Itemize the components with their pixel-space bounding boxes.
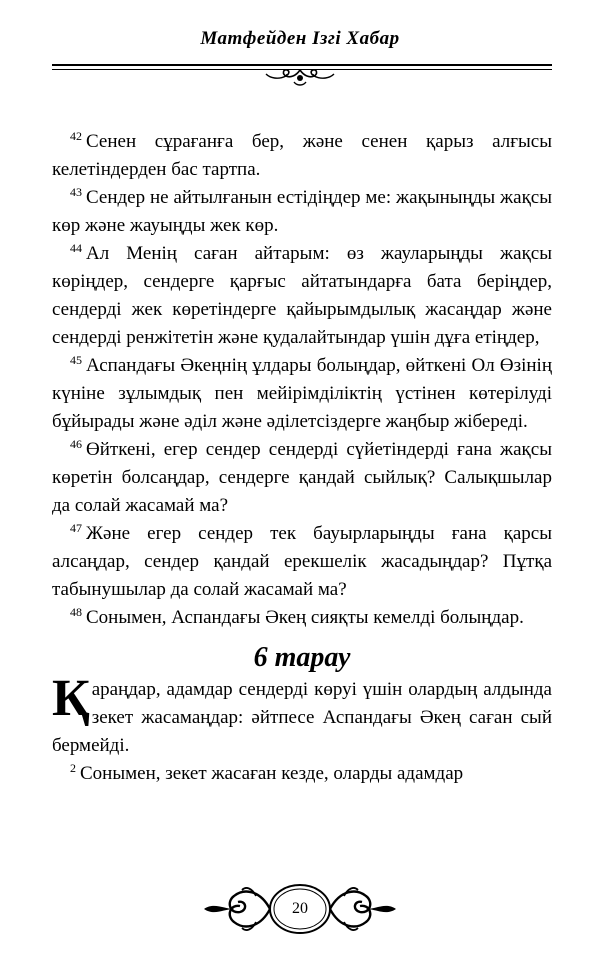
verse-number: 45 (70, 353, 82, 367)
verse-48 (52, 604, 552, 632)
verse-text: Сенен сұрағанға бер, және сенен қарыз алғысы келетіндерден бас тартпа. (52, 131, 552, 180)
verse-text: Ал Менің саған айтарым: өз жауларыңды жақсы көріңдер, сендерге қарғыс айтатындарға бата беріңдер, сендерді жек көретіндерге қайырымдылық жасаңдар және сендерді ренжітетін және қудалайтындар үшін дұға етіңдер, (52, 243, 552, 348)
verse-42 (52, 128, 552, 184)
body-text (52, 128, 552, 788)
page-number: 20 (292, 900, 308, 917)
verse-text: Және егер сендер тек бауырларыңды ғана қарсы алсаңдар, сендер қандай ерекшелік жасадыңдар? Пұтқа табынушылар да солай жасамай ма? (52, 523, 552, 600)
verse-text: араңдар, адамдар сендерді көруі үшін олардың алдында зекет жасамаңдар: әйтпесе Аспандағы Әкең саған сый бермейді. (52, 679, 552, 756)
chapter-first-verse (52, 670, 552, 760)
verse-number: 2 (70, 761, 76, 775)
chapter-title: 6 тарау (253, 642, 351, 673)
verse-number: 42 (70, 129, 82, 143)
verse-number: 44 (70, 241, 82, 255)
verse-number: 46 (70, 437, 82, 451)
verse-text: Сендер не айтылғанын естідіңдер ме: жақыныңды жақсы көр және жауыңды жек көр. (52, 187, 552, 236)
verse-44 (52, 240, 552, 352)
verse-45 (52, 352, 552, 436)
verse-text: Сонымен, зекет жасаған кезде, оларды адамдар (80, 763, 464, 784)
verse-number: 43 (70, 185, 82, 199)
header-ornament-icon (262, 66, 338, 88)
verse-number: 48 (70, 605, 82, 619)
verse-46 (52, 436, 552, 520)
verse-43 (52, 184, 552, 240)
verse-2 (52, 760, 552, 788)
running-title: Матфейден Ізгі Хабар (200, 28, 400, 49)
verse-text: Аспандағы Әкеңнің ұлдары болыңдар, өйткені Ол Өзінің күніне зұлымдық пен мейірімділіктің үстінен көтерілуді бұйырады және әділ және әділетсіздерге жаңбыр жібереді. (52, 355, 552, 432)
verse-47 (52, 520, 552, 604)
verse-number: 47 (70, 521, 82, 535)
drop-cap: Қ (52, 670, 90, 727)
verse-text: Сонымен, Аспандағы Әкең сияқты кемелді болыңдар. (86, 607, 524, 628)
verse-text: Өйткені, егер сендер сендерді сүйетіндерді ғана жақсы көретін болсаңдар, сендерге қандай сыйлық? Салықшылар да солай жасамай ма? (52, 439, 552, 516)
